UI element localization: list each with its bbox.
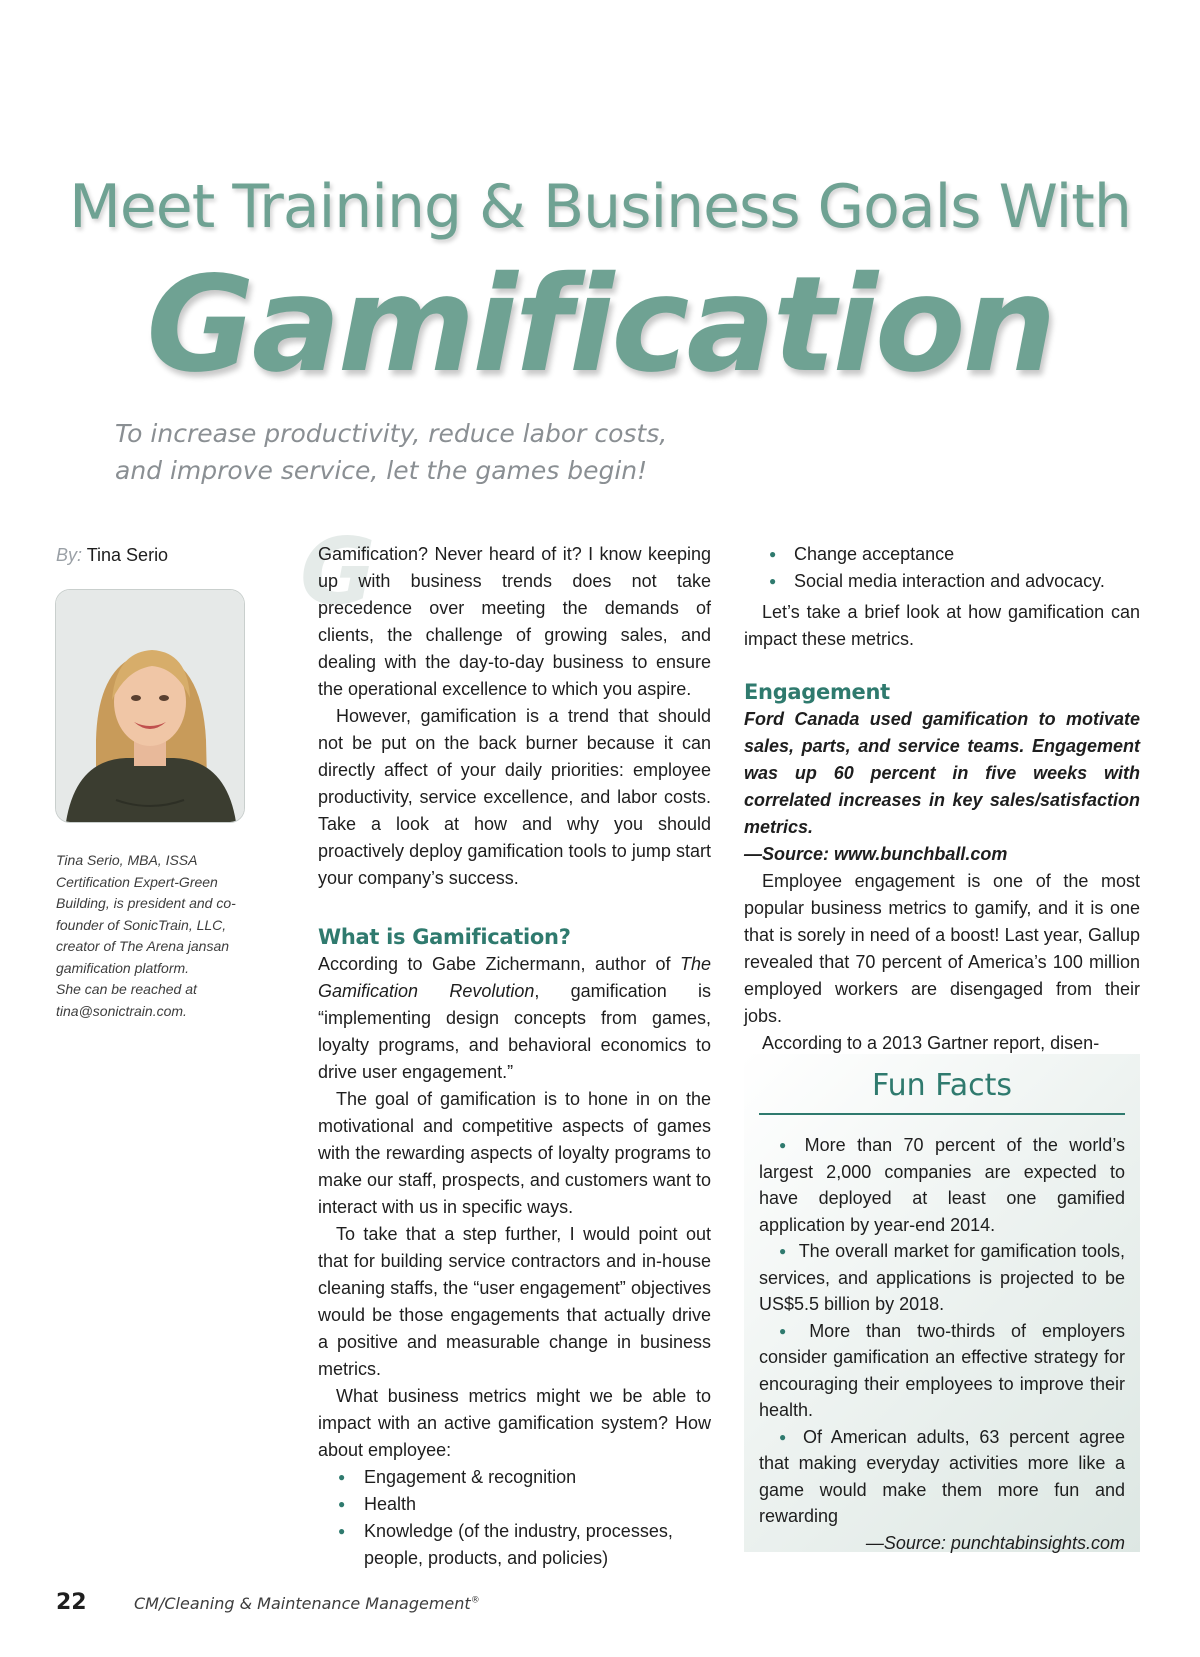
fun-fact <box>759 1238 1125 1318</box>
fun-facts-box <box>744 1054 1140 1552</box>
fun-fact <box>759 1424 1125 1530</box>
pull-quote-source: —Source: www.bunchball.com <box>744 844 1008 864</box>
article-column-1 <box>318 541 711 1572</box>
magazine-title: CM/Cleaning & Maintenance Management <box>134 1594 471 1613</box>
fun-fact-text: Of American adults, 63 percent agree that making everyday activities more like a game would make them more fun and rewarding <box>759 1426 1125 1526</box>
bullet-icon: ● <box>779 1138 793 1152</box>
fun-facts-list <box>759 1132 1125 1556</box>
bio-email: tina@sonictrain.com. <box>56 1002 187 1019</box>
list-item: ● Change acceptance <box>744 541 1140 568</box>
fun-fact <box>759 1132 1125 1238</box>
fun-facts-source: —Source: punchtabinsights.com <box>865 1532 1125 1553</box>
bio-line: founder of SonicTrain, LLC, <box>56 916 227 933</box>
deck-line-2: and improve service, let the games begin! <box>115 456 648 485</box>
title-gamification: Gamification <box>146 248 1054 402</box>
bio-line: creator of The Arena jansan <box>56 938 230 954</box>
bio-line: Certification Expert-Green <box>56 873 218 890</box>
author-bio <box>56 850 256 1022</box>
bio-line: Building, is president and co- <box>56 895 236 911</box>
bio-line: She can be reached at <box>56 981 197 997</box>
list-item: ● Engagement & recognition <box>318 1464 711 1491</box>
fun-fact-text: The overall market for gamification tools, services, and applications is projected to be US$5.5 billion by 2018. <box>759 1241 1125 1314</box>
fun-facts-title: Fun Facts <box>872 1068 1012 1103</box>
byline-prefix: By: <box>56 545 83 565</box>
drop-cap: G <box>300 518 376 625</box>
paragraph: Gamification? Never heard of it? I know keeping up with business trends does not take precedence over meeting the demands of clients, the challenge of growing sales, and dealing with the day-to-day business to ensure the operational excellence to which you aspire. <box>318 544 711 699</box>
deck-line-1: To increase productivity, reduce labor costs, <box>115 419 668 448</box>
section-heading-what-is-gamification: What is Gamification? <box>318 925 571 949</box>
paragraph: Let’s take a brief look at how gamification can impact these metrics. <box>744 602 1140 649</box>
metrics-list <box>318 1464 711 1572</box>
byline-author: Tina Serio <box>86 545 169 565</box>
list-item: ● Health <box>318 1491 711 1518</box>
list-item: ● Social media interaction and advocacy. <box>744 568 1140 595</box>
paragraph: To take that a step further, I would point out that for building service contractors and in-house cleaning staffs, the “user engagement” objectives would be those engagements that actually drive a positive and measurable change in business metrics. <box>318 1224 711 1379</box>
paragraph-text: According to Gabe Zichermann, author of <box>318 954 680 974</box>
deck-subtitle <box>115 415 815 489</box>
paragraph: What business metrics might we be able to impact with an active gamification system? How about employee: <box>318 1386 711 1460</box>
bio-line: Tina Serio, MBA, ISSA <box>56 852 198 868</box>
book-title: The Gamification Revolution <box>318 954 711 1001</box>
headline: Meet Training & Business Goals With <box>69 172 1131 242</box>
bullet-icon: ● <box>779 1323 798 1338</box>
author-photo <box>56 590 244 822</box>
fun-fact <box>759 1318 1125 1424</box>
paragraph: Employee engagement is one of the most popular business metrics to gamify, and it is one that is sorely in need of a boost! Last year, Gallup revealed that 70 percent of America’s 100 million employed workers are disengaged from their jobs. <box>744 871 1140 1026</box>
page-number: 22 <box>56 1590 87 1615</box>
bullet-icon: ● <box>779 1244 787 1258</box>
byline <box>56 545 168 566</box>
bio-line: gamification platform. <box>56 959 190 976</box>
paragraph: The goal of gamification is to hone in on the motivational and competitive aspects of games with the rewarding aspects of loyalty programs to make our staff, prospects, and customers want to interact with us in specific ways. <box>318 1089 711 1217</box>
fun-facts-rule <box>759 1113 1125 1115</box>
metrics-list-continued <box>744 541 1140 595</box>
paragraph <box>318 951 711 1086</box>
paragraph: However, gamification is a trend that should not be put on the back burner because it can directly affect of your daily priorities: employee productivity, service excellence, and labor costs. Take a look at how and why you should proactively deploy gamification tools to jump start your company’s success. <box>318 706 711 888</box>
paragraph: According to a 2013 Gartner report, disen- <box>762 1033 1100 1053</box>
list-item: ● Knowledge (of the industry, processes, people, products, and policies) <box>318 1518 711 1572</box>
bullet-icon: ● <box>779 1429 792 1444</box>
paragraph-text: , gamification is “implementing design concepts from games, loyalty programs, and behavioral economics to drive user engagement.” <box>318 981 711 1082</box>
section-heading-engagement: Engagement <box>744 680 890 704</box>
article-column-2 <box>744 541 1140 1057</box>
registered-mark: ® <box>470 1595 480 1606</box>
magazine-name <box>134 1594 480 1613</box>
fun-fact-text: More than 70 percent of the world’s largest 2,000 companies are expected to have deployed at least one gamified application by year-end 2014. <box>759 1135 1125 1235</box>
fun-fact-text: More than two-thirds of employers consider gamification an effective strategy for encouraging their employees to improve their health. <box>759 1320 1126 1420</box>
pull-quote: Ford Canada used gamification to motivate sales, parts, and service teams. Engagement was up 60 percent in five weeks with correlated increases in key sales/satisfaction metrics. <box>744 709 1140 837</box>
